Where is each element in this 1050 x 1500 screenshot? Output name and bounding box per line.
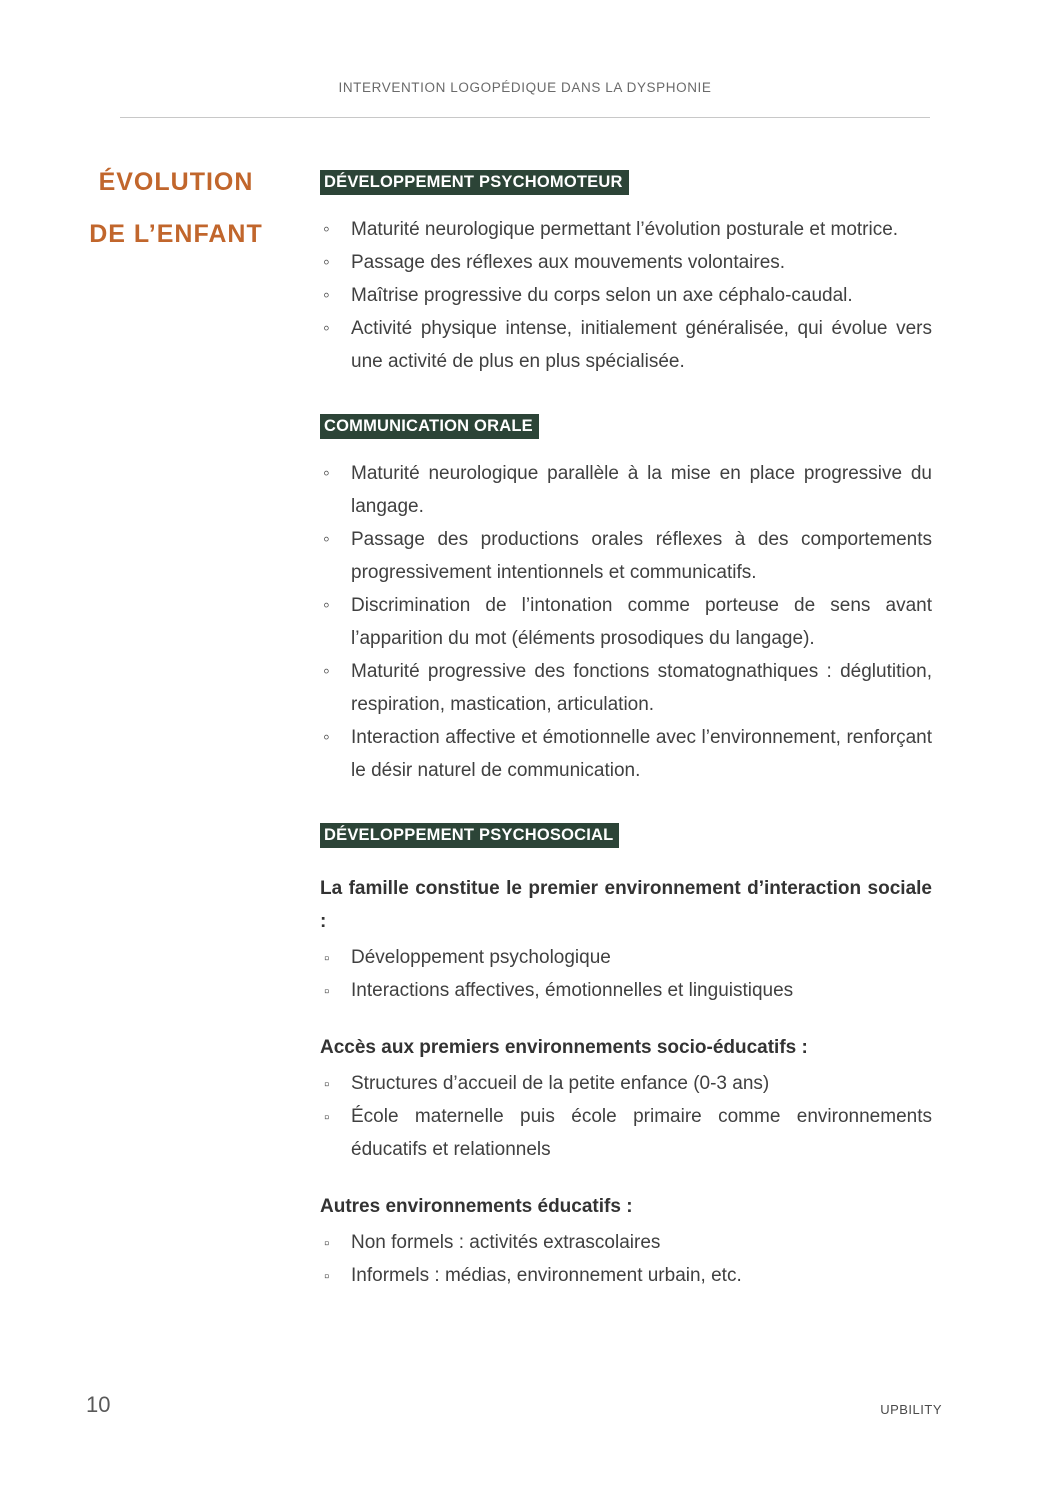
list-item <box>320 279 932 312</box>
list-item-text: Maturité neurologique parallèle à la mise en place progressive du langage. <box>351 463 932 518</box>
list-item-text: Informels : médias, environnement urbain, etc. <box>351 1265 742 1287</box>
chapter-title <box>62 170 290 247</box>
list-item-text: Maturité neurologique permettant l’évolution posturale et motrice. <box>351 219 899 241</box>
bullet-list <box>320 941 932 1007</box>
section-developpement-psychosocial <box>320 823 932 1292</box>
circle-bullet-icon: ◦ <box>323 252 330 274</box>
list-item-text: Maturité progressive des fonctions stomatognathiques : déglutition, respiration, mastication, articulation. <box>351 661 932 716</box>
circle-bullet-icon: ◦ <box>323 463 330 485</box>
subsection-autres-environnements <box>320 1190 932 1292</box>
circle-bullet-icon: ◦ <box>323 219 330 241</box>
subsection-famille <box>320 872 932 1007</box>
subsection-lead: Autres environnements éducatifs : <box>320 1196 633 1218</box>
circle-bullet-icon: ◦ <box>323 318 330 340</box>
circle-bullet-icon: ◦ <box>323 727 330 749</box>
list-item <box>320 1067 932 1100</box>
list-item-text: Interaction affective et émotionnelle avec l’environnement, renforçant le désir naturel de communication. <box>351 727 932 782</box>
circle-bullet-icon: ◦ <box>323 285 330 307</box>
circle-bullet-icon: ◦ <box>323 661 330 683</box>
bullet-list <box>320 457 932 787</box>
subsection-lead: La famille constitue le premier environnement d’interaction sociale : <box>320 878 932 933</box>
subsection-lead: Accès aux premiers environnements socio-éducatifs : <box>320 1037 808 1059</box>
square-bullet-icon: ▫ <box>324 1235 330 1253</box>
header-divider <box>120 117 930 118</box>
square-bullet-icon: ▫ <box>324 950 330 968</box>
list-item-text: Discrimination de l’intonation comme porteuse de sens avant l’apparition du mot (éléments prosodiques du langage). <box>351 595 932 650</box>
list-item <box>320 523 932 589</box>
section-developpement-psychomoteur <box>320 170 932 378</box>
list-item-text: Passage des réflexes aux mouvements volontaires. <box>351 252 786 274</box>
square-bullet-icon: ▫ <box>324 983 330 1001</box>
list-item-text: Passage des productions orales réflexes à des comportements progressivement intentionnels et communicatifs. <box>351 529 932 584</box>
page-number: 10 <box>86 1392 111 1417</box>
section-heading: DÉVELOPPEMENT PSYCHOMOTEUR <box>320 170 629 195</box>
circle-bullet-icon: ◦ <box>323 529 330 551</box>
list-item <box>320 655 932 721</box>
bullet-list <box>320 213 932 378</box>
list-item-text: Activité physique intense, initialement généralisée, qui évolue vers une activité de plus en plus spécialisée. <box>351 318 932 373</box>
list-item <box>320 312 932 378</box>
brand-label: UPBILITY <box>880 1402 942 1417</box>
list-item-text: École maternelle puis école primaire comme environnements éducatifs et relationnels <box>351 1106 932 1161</box>
list-item <box>320 974 932 1007</box>
chapter-title-line-2: DE L’ENFANT <box>89 220 263 248</box>
square-bullet-icon: ▫ <box>324 1268 330 1286</box>
main-content <box>320 170 932 1292</box>
list-item <box>320 246 932 279</box>
running-header <box>0 0 1050 95</box>
list-item <box>320 1259 932 1292</box>
chapter-title-line-1: ÉVOLUTION <box>98 168 254 196</box>
square-bullet-icon: ▫ <box>324 1109 330 1127</box>
list-item <box>320 589 932 655</box>
list-item <box>320 941 932 974</box>
list-item <box>320 1100 932 1166</box>
section-heading: DÉVELOPPEMENT PSYCHOSOCIAL <box>320 823 619 848</box>
list-item-text: Interactions affectives, émotionnelles et linguistiques <box>351 980 794 1002</box>
list-item <box>320 1226 932 1259</box>
list-item <box>320 721 932 787</box>
section-communication-orale <box>320 414 932 787</box>
section-heading: COMMUNICATION ORALE <box>320 414 539 439</box>
running-header-title: INTERVENTION LOGOPÉDIQUE DANS LA DYSPHONIE <box>338 80 712 95</box>
content-layout <box>0 170 1050 1292</box>
bullet-list <box>320 1067 932 1166</box>
list-item <box>320 457 932 523</box>
list-item-text: Maîtrise progressive du corps selon un axe céphalo-caudal. <box>351 285 853 307</box>
bullet-list <box>320 1226 932 1292</box>
list-item-text: Non formels : activités extrascolaires <box>351 1232 661 1254</box>
list-item-text: Développement psychologique <box>351 947 611 969</box>
subsection-acces-socio-educatifs <box>320 1031 932 1166</box>
circle-bullet-icon: ◦ <box>323 595 330 617</box>
list-item-text: Structures d’accueil de la petite enfance (0-3 ans) <box>351 1073 770 1095</box>
list-item <box>320 213 932 246</box>
square-bullet-icon: ▫ <box>324 1076 330 1094</box>
sidebar <box>0 170 320 1292</box>
